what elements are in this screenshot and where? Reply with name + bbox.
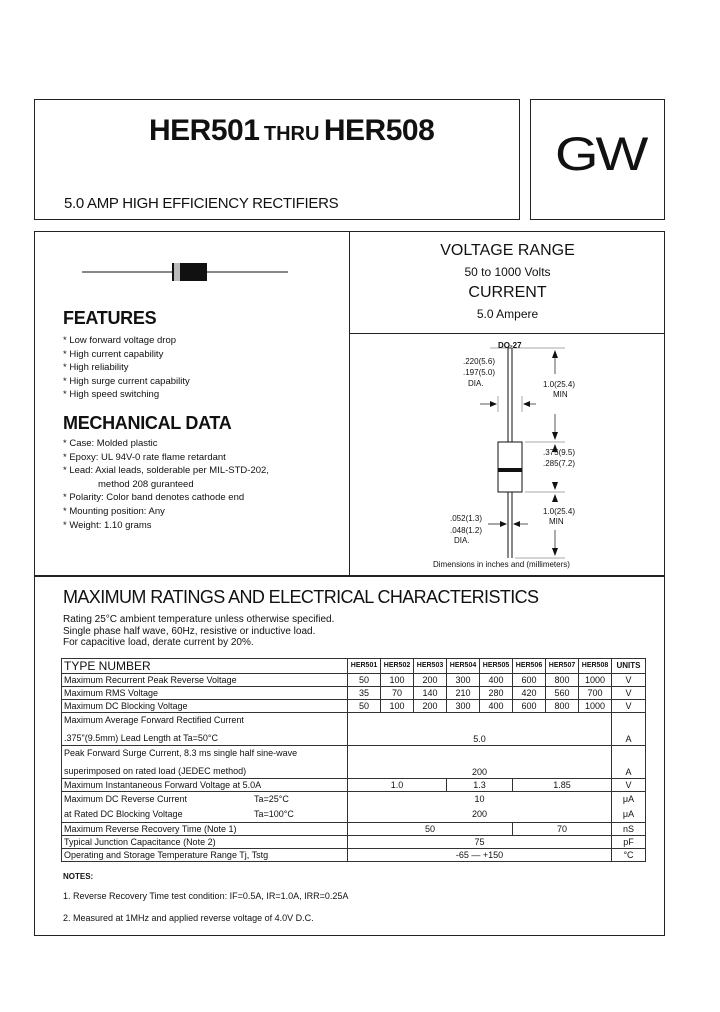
cell-unit: A: [612, 746, 646, 779]
part-header: HER502: [381, 659, 414, 674]
row-label: Maximum DC Blocking Voltage: [62, 700, 348, 713]
table-row: [62, 823, 646, 836]
table-row: [62, 674, 646, 687]
mechanical-item: * Case: Molded plastic: [63, 438, 158, 449]
feature-item: * High current capability: [63, 348, 164, 360]
cell-value: 280: [480, 687, 513, 700]
part-range-title: [149, 114, 434, 148]
cell-value: 140: [414, 687, 447, 700]
row-label: Maximum Instantaneous Forward Voltage at 5.0A: [62, 779, 348, 792]
table-row: [62, 792, 646, 823]
subtitle: 5.0 AMP HIGH EFFICIENCY RECTIFIERS: [64, 195, 339, 212]
features-list: [63, 334, 190, 402]
dim-lead-dia-max: .052(1.3): [450, 514, 483, 523]
cell-unit: V: [612, 700, 646, 713]
package-name: DO-27: [498, 341, 522, 350]
type-number-header: TYPE NUMBER: [62, 659, 348, 674]
cell-value: 100: [381, 674, 414, 687]
row-label: [62, 713, 348, 746]
row-label-line2: at Rated DC Blocking Voltage: [64, 809, 183, 819]
voltage-range-value: 50 to 1000 Volts: [464, 265, 551, 279]
cell-value: 1.0: [348, 779, 447, 792]
condition-line: Rating 25°C ambient temperature unless otherwise specified.: [63, 614, 335, 625]
cell-value: 600: [513, 674, 546, 687]
mechanical-item: * Lead: Axial leads, solderable per MIL-STD-202,: [63, 465, 269, 477]
cell-unit: A: [612, 713, 646, 746]
part-header: HER508: [579, 659, 612, 674]
row-label: Maximum Reverse Recovery Time (Note 1): [62, 823, 348, 836]
cell-value: [348, 792, 612, 823]
dim-body-dia-min: .197(5.0): [463, 368, 496, 377]
cell-value: 50: [348, 700, 381, 713]
table-row: [62, 836, 646, 849]
feature-item: * High reliability: [63, 362, 129, 374]
cell-unit: V: [612, 779, 646, 792]
cell-value: 560: [546, 687, 579, 700]
feature-item: * High surge current capability: [63, 375, 190, 387]
condition-ta100: Ta=100°C: [254, 809, 294, 819]
row-label-line1: Maximum Average Forward Rectified Current: [64, 715, 244, 725]
header-title-box: [34, 99, 520, 220]
dim-lead-dia-min: .048(1.2): [450, 526, 483, 535]
max-ratings-title: MAXIMUM RATINGS AND ELECTRICAL CHARACTERISTICS: [63, 587, 539, 607]
dim-body-dia-unit: DIA.: [468, 379, 484, 388]
cell-value: 420: [513, 687, 546, 700]
part-header: HER503: [414, 659, 447, 674]
dim-body-dia-max: .220(5.6): [463, 357, 496, 366]
cell-unit: [612, 792, 646, 823]
cell-value: 400: [480, 674, 513, 687]
ir-unit-100: μA: [622, 809, 635, 819]
row-label-line2: .375"(9.5mm) Lead Length at Ta=50°C: [64, 733, 218, 743]
table-header-row: [62, 659, 646, 674]
row-label: Maximum RMS Voltage: [62, 687, 348, 700]
notes-title: NOTES:: [63, 872, 94, 881]
table-row: [62, 713, 646, 746]
cell-value: 300: [447, 700, 480, 713]
cell-value: 600: [513, 700, 546, 713]
ir-unit-25: μA: [622, 794, 635, 804]
cell-value: 50: [348, 823, 513, 836]
part-header: HER504: [447, 659, 480, 674]
row-label: [62, 746, 348, 779]
features-title: FEATURES: [63, 308, 157, 328]
current-value: 5.0 Ampere: [476, 307, 539, 321]
row-label: Operating and Storage Temperature Range Tj, Tstg: [62, 849, 348, 862]
table-row: [62, 700, 646, 713]
cell-value: 800: [546, 700, 579, 713]
mechanical-list: [63, 437, 269, 532]
dim-lead-len-top: 1.0(25.4): [543, 380, 576, 389]
thru-label: THRU: [263, 123, 320, 145]
cell-unit: V: [612, 687, 646, 700]
cell-unit: pF: [612, 836, 646, 849]
cell-unit: V: [612, 674, 646, 687]
cell-value: 200: [414, 700, 447, 713]
cell-value: 50: [348, 674, 381, 687]
gw-logo: GW: [555, 126, 646, 181]
note-item: 1. Reverse Recovery Time test condition: IF=0.5A, IR=1.0A, IRR=0.25A: [63, 891, 349, 901]
units-header: UNITS: [612, 659, 646, 674]
cell-value: 200: [414, 674, 447, 687]
dimensions-note: Dimensions in inches and (millimeters): [433, 560, 570, 569]
dim-body-len-min: .285(7.2): [543, 459, 576, 468]
cell-value: 1000: [579, 674, 612, 687]
row-label-line1: Maximum DC Reverse Current: [64, 794, 188, 804]
feature-item: * High speed switching: [63, 389, 160, 401]
cell-value: -65 — +150: [348, 849, 612, 862]
cell-value: 1.85: [513, 779, 612, 792]
cell-value: 300: [447, 674, 480, 687]
mechanical-item: * Mounting position: Any: [63, 505, 165, 517]
cell-value: 1.3: [447, 779, 513, 792]
part-to: HER508: [323, 114, 435, 147]
mechanical-item: method 208 guranteed: [98, 478, 194, 490]
package-outline-drawing: [350, 334, 665, 576]
row-label: Typical Junction Capacitance (Note 2): [62, 836, 348, 849]
spec-table: [61, 658, 646, 862]
mechanical-item: * Epoxy: UL 94V-0 rate flame retardant: [63, 451, 226, 463]
mechanical-item: * Polarity: Color band denotes cathode end: [63, 492, 245, 504]
row-label: Maximum Recurrent Peak Reverse Voltage: [62, 674, 348, 687]
cell-value: 5.0: [348, 713, 612, 746]
part-header: HER506: [513, 659, 546, 674]
table-row: [62, 746, 646, 779]
voltage-range-label: VOLTAGE RANGE: [440, 242, 575, 259]
table-row: [62, 687, 646, 700]
condition-line: Single phase half wave, 60Hz, resistive or inductive load.: [63, 625, 316, 637]
rating-conditions: [63, 614, 334, 649]
ir-value-25: 10: [474, 794, 485, 804]
diode-icon: [82, 262, 288, 282]
cell-value: 1000: [579, 700, 612, 713]
table-row: [62, 849, 646, 862]
cell-value: 210: [447, 687, 480, 700]
table-row: [62, 779, 646, 792]
current-label: CURRENT: [468, 284, 547, 301]
cell-value: 70: [381, 687, 414, 700]
row-label: [62, 792, 348, 823]
note-item: 2. Measured at 1MHz and applied reverse voltage of 4.0V D.C.: [63, 913, 314, 923]
row-label-line2: superimposed on rated load (JEDEC method): [64, 766, 247, 776]
part-header: HER507: [546, 659, 579, 674]
cell-unit: °C: [612, 849, 646, 862]
dim-lead-dia-unit: DIA.: [454, 536, 470, 545]
feature-item: * Low forward voltage drop: [63, 335, 177, 346]
cell-value: 100: [381, 700, 414, 713]
cell-value: 35: [348, 687, 381, 700]
condition-line: For capacitive load, derate current by 20%.: [63, 637, 254, 648]
cell-value: 200: [348, 746, 612, 779]
part-from: HER501: [149, 114, 260, 147]
cell-value: 75: [348, 836, 612, 849]
cell-value: 700: [579, 687, 612, 700]
dim-lead-len-bottom-unit: MIN: [549, 517, 564, 526]
dim-lead-len-top-unit: MIN: [553, 390, 568, 399]
dim-body-len-max: .375(9.5): [543, 448, 576, 457]
cell-value: 70: [513, 823, 612, 836]
part-header: HER501: [348, 659, 381, 674]
logo-box: [530, 99, 665, 220]
mechanical-item: * Weight: 1.10 grams: [63, 519, 152, 531]
condition-ta25: Ta=25°C: [254, 794, 289, 804]
cell-value: 800: [546, 674, 579, 687]
part-header: HER505: [480, 659, 513, 674]
cell-value: 400: [480, 700, 513, 713]
row-label-line1: Peak Forward Surge Current, 8.3 ms single half sine-wave: [64, 748, 298, 758]
dim-lead-len-bottom: 1.0(25.4): [543, 507, 576, 516]
ir-value-100: 200: [471, 809, 488, 819]
cell-unit: nS: [612, 823, 646, 836]
mechanical-title: MECHANICAL DATA: [63, 413, 232, 433]
